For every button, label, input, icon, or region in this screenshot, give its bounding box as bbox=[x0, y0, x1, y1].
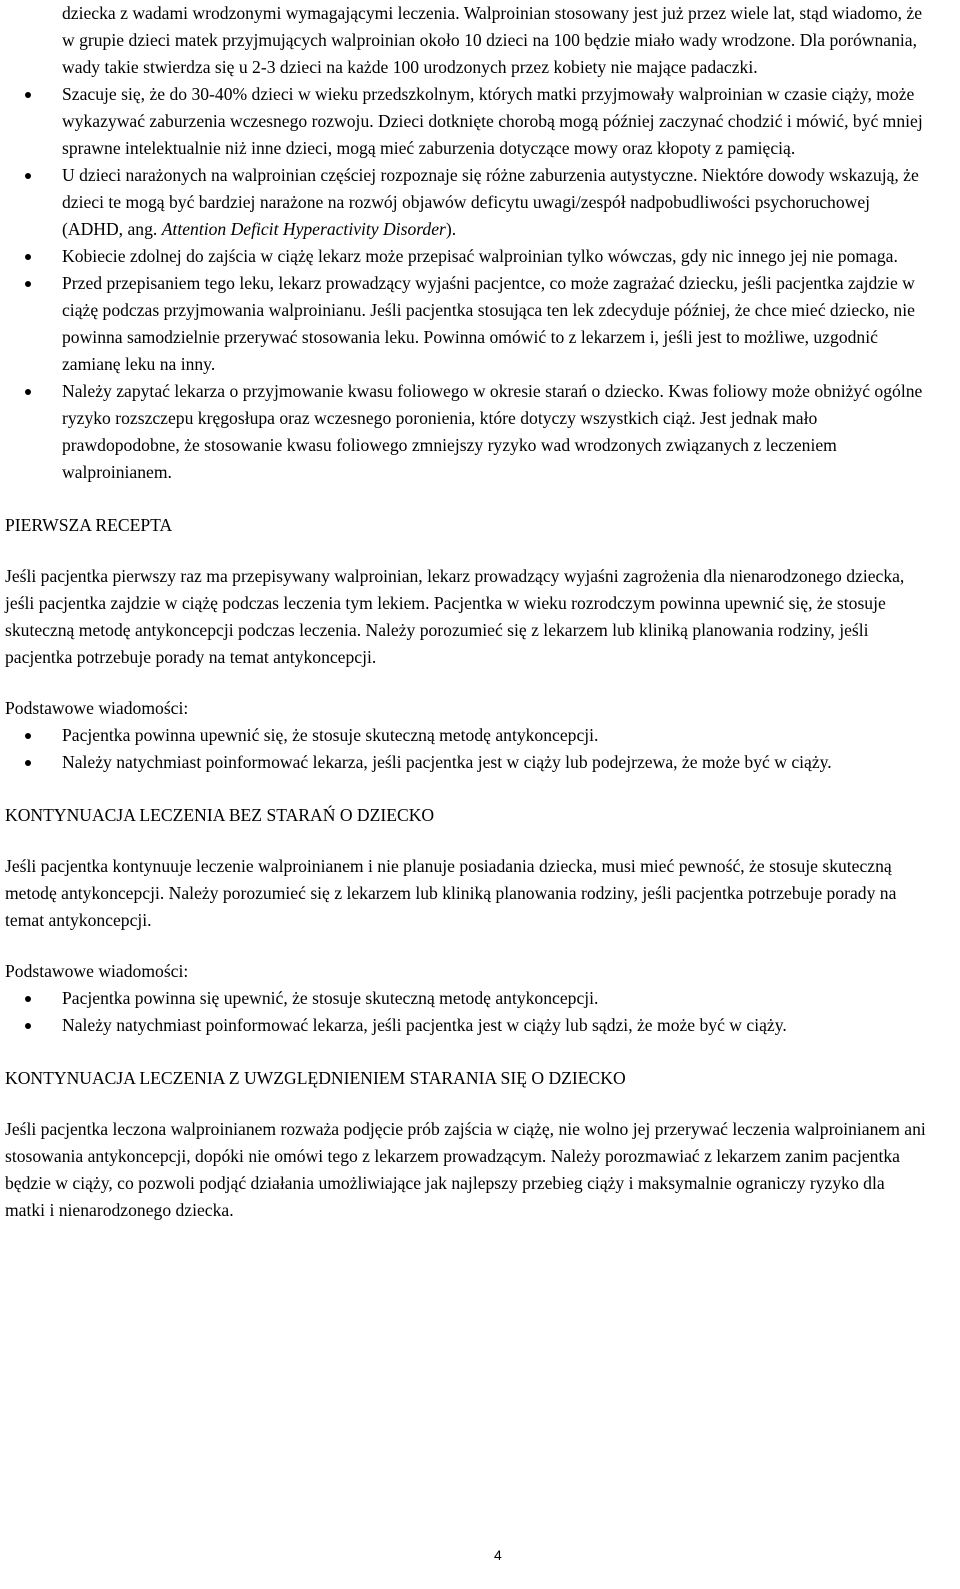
list-item: Przed przepisaniem tego leku, lekarz prowadzący wyjaśni pacjentce, co może zagrażać dziecku, jeśli pacjentka zajdzie w ciążę podczas przyjmowania walproinianu. Jeśli pacjentka stosująca ten lek zdecyduje później, że chce mieć dziecko, nie powinna samodzielnie przerywać stosowania leku. Powinna omówić to z lekarzem i, jeśli jest to możliwe, uzgodnić zamianę leku na inny. bbox=[5, 270, 927, 378]
bullet-icon bbox=[25, 173, 31, 179]
bullet-icon bbox=[25, 92, 31, 98]
key-facts-list bbox=[5, 985, 927, 1039]
list-item: Pacjentka powinna upewnić się, że stosuje skuteczną metodę antykoncepcji. bbox=[5, 722, 927, 749]
list-item: Kobiecie zdolnej do zajścia w ciążę lekarz może przepisać walproinian tylko wówczas, gdy nic innego jej nie pomaga. bbox=[5, 243, 927, 270]
list-item: Należy natychmiast poinformować lekarza, jeśli pacjentka jest w ciąży lub sądzi, że może być w ciąży. bbox=[5, 1012, 927, 1039]
list-item: Szacuje się, że do 30-40% dzieci w wieku przedszkolnym, których matki przyjmowały walproinian w czasie ciąży, może wykazywać zaburzenia wczesnego rozwoju. Dzieci dotknięte chorobą mogą później zaczynać chodzić i mówić, być mniej sprawne intelektualnie niż inne dzieci, mogą mieć zaburzenia dotyczące mowy oraz kłopoty z pamięcią. bbox=[5, 81, 927, 162]
section-paragraph: Jeśli pacjentka leczona walproinianem rozważa podjęcie prób zajścia w ciążę, nie wolno jej przerywać leczenia walproinianem ani stosowania antykoncepcji, dopóki nie omówi tego z lekarzem prowadzącym. Należy porozmawiać z lekarzem zanim pacjentka będzie w ciąży, co pozwoli podjąć działania umożliwiające jak najlepszy przebieg ciąży i maksymalnie ograniczy ryzyko dla matki i nienarodzonego dziecka. bbox=[5, 1119, 926, 1220]
section-heading: PIERWSZA RECEPTA bbox=[5, 515, 173, 535]
list-item: Należy zapytać lekarza o przyjmowanie kwasu foliowego w okresie starań o dziecko. Kwas foliowy może obniżyć ogólne ryzyko rozszczepu kręgosłupa oraz wczesnego poronienia, które dotyczy wszystkich ciąż. Jest jednak mało prawdopodobne, że stosowanie kwasu foliowego zmniejszy ryzyko wad wrodzonych związanych z leczeniem walproinianem. bbox=[5, 378, 927, 486]
bullet-icon bbox=[25, 1023, 31, 1029]
key-facts-list bbox=[5, 722, 927, 776]
bullet-icon bbox=[25, 254, 31, 260]
section-subheading: Podstawowe wiadomości: bbox=[5, 698, 189, 718]
bullet-icon bbox=[25, 281, 31, 287]
section-heading: KONTYNUACJA LECZENIA Z UWZGLĘDNIENIEM STARANIA SIĘ O DZIECKO bbox=[5, 1068, 626, 1088]
bullet-icon bbox=[25, 389, 31, 395]
section-subheading: Podstawowe wiadomości: bbox=[5, 961, 189, 981]
bullet-icon bbox=[25, 760, 31, 766]
list-item: Należy natychmiast poinformować lekarza, jeśli pacjentka jest w ciąży lub podejrzewa, że może być w ciąży. bbox=[5, 749, 927, 776]
bullet-icon bbox=[25, 996, 31, 1002]
risk-bullet-list bbox=[5, 81, 927, 486]
section-paragraph: Jeśli pacjentka kontynuuje leczenie walproinianem i nie planuje posiadania dziecka, musi mieć pewność, że stosuje skuteczną metodę antykoncepcji. Należy porozumieć się z lekarzem lub kliniką planowania rodziny, jeśli pacjentka potrzebuje porady na temat antykoncepcji. bbox=[5, 856, 897, 930]
list-item: Pacjentka powinna się upewnić, że stosuje skuteczną metodę antykoncepcji. bbox=[5, 985, 927, 1012]
italic-term: Attention Deficit Hyperactivity Disorder bbox=[161, 219, 446, 239]
section-paragraph: Jeśli pacjentka pierwszy raz ma przepisywany walproinian, lekarz prowadzący wyjaśni zagrożenia dla nienarodzonego dziecka, jeśli pacjentka zajdzie w ciążę podczas leczenia tym lekiem. Pacjentka w wieku rozrodczym powinna upewnić się, że stosuje skuteczną metodę antykoncepcji podczas leczenia. Należy porozumieć się z lekarzem lub kliniką planowania rodziny, jeśli pacjentka potrzebuje porady na temat antykoncepcji. bbox=[5, 566, 905, 667]
list-item: U dzieci narażonych na walproinian częściej rozpoznaje się różne zaburzenia autystyczne. Niektóre dowody wskazują, że dzieci te mogą być bardziej narażone na rozwój objawów deficytu uwagi/zespół nadpobudliwości psychoruchowej (ADHD, ang. Attention Deficit Hyperactivity Disorder). bbox=[5, 162, 927, 243]
intro-continuation: dziecka z wadami wrodzonymi wymagającymi leczenia. Walproinian stosowany jest już przez wiele lat, stąd wiadomo, że w grupie dzieci matek przyjmujących walproinian około 10 dzieci na 100 będzie miało wady wrodzone. Dla porównania, wady takie stwierdza się u 2-3 dzieci na każde 100 urodzonych przez kobiety nie mające padaczki. bbox=[62, 3, 923, 77]
section-heading: KONTYNUACJA LECZENIA BEZ STARAŃ O DZIECKO bbox=[5, 805, 435, 825]
document-page bbox=[5, 0, 927, 1224]
bullet-icon bbox=[25, 733, 31, 739]
